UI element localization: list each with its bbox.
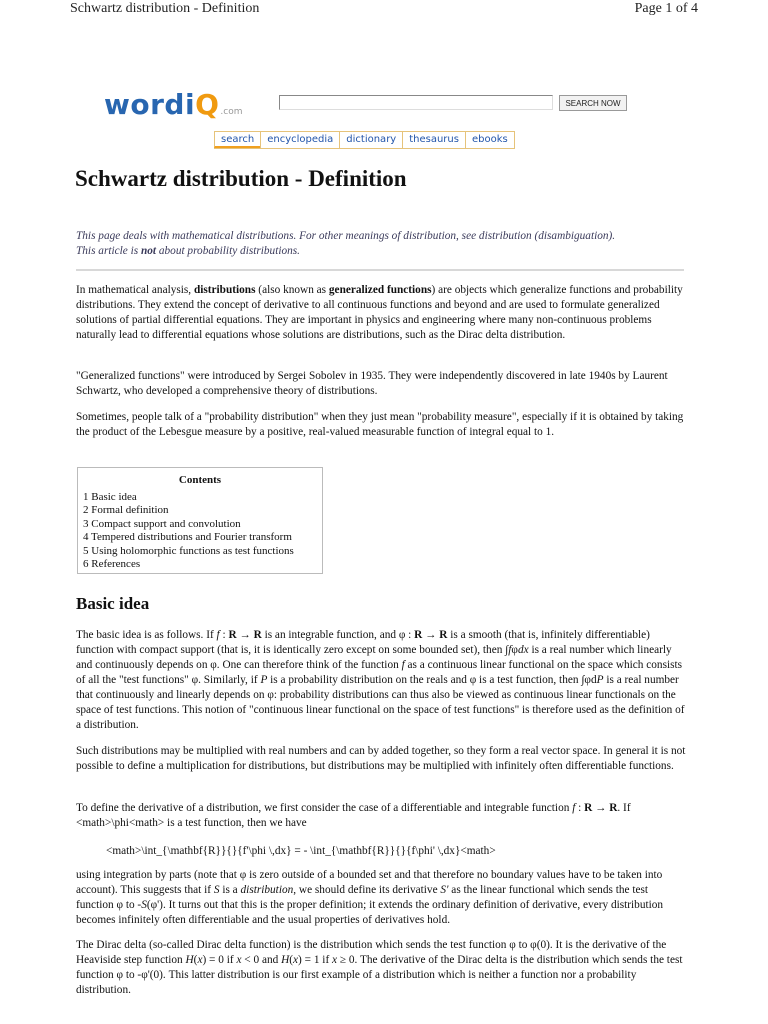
link-distribution: distribution [240,884,294,896]
tab-dictionary[interactable]: dictionary [339,131,402,148]
toc-item-basic-idea[interactable]: 1 Basic idea [83,490,137,503]
toc-item-holomorphic[interactable]: 5 Using holomorphic functions as test functions [83,544,294,557]
toc-title: Contents [178,474,222,486]
intro-paragraph-2: "Generalized functions" were introduced by Sergei Sobolev in 1935. They were independently discovered in late 1940s by Laurent Schwartz, who developed a comprehensive theory of distributions. [76,370,668,397]
section-heading-basic-idea: Basic idea [76,594,150,613]
term-distributions: distributions [193,284,256,296]
basic-idea-paragraph-5: The Dirac delta (so-called Dirac delta function) is the distribution which sends the test function φ to φ(0). It is the derivative of the Heaviside step function H(x) = 0 if x < 0 and H(x) = 1 if x ≥ 0. The derivative of the Dirac delta is the distribution which sends the test function φ to -φ'(0). This latter distribution is our first example of a distribution which is neither a function nor a probability distribution. [76,939,683,996]
divider [76,269,684,271]
note-emphasis: not [140,245,157,257]
logo-q: Q [195,88,220,121]
basic-idea-paragraph-4: using integration by parts (note that φ is zero outside of a bounded set and that therefore no boundary values have to be taken into account). This suggests that if S is a distribution, we should define its derivative S' as the linear functional which sends the test function φ to -S(φ'). It turns out that this is the proper definition; it extends the ordinary definition of derivative, every distribution becomes infinitely often differentiable and the usual properties of derivatives hold. [76,869,664,926]
basic-idea-paragraph-3: To define the derivative of a distribution, we first consider the case of a differentiable and integrable function f : R → R. If <math>\phi<math> is a test function, then we have [76,802,631,829]
toc-item-references[interactable]: 6 References [83,558,141,570]
disambiguation-note: This page deals with mathematical distributions. For other meanings of distribution, see distribution (disambiguation). This article is not about probability distributions. [76,230,616,257]
search-now-button[interactable]: SEARCH NOW [559,95,627,111]
logo-com: .com [220,107,243,117]
logo-word: word [104,88,185,121]
intro-paragraph-3: Sometimes, people talk of a "probability distribution" when they just mean "probability measure", especially if it is obtained by taking the product of the Lebesgue measure by a positive, real-valued measurable function of integral equal to 1. [76,411,684,438]
tab-encyclopedia[interactable]: encyclopedia [260,131,339,148]
page-title: Schwartz distribution - Definition [75,166,407,191]
basic-idea-paragraph-2: Such distributions may be multiplied with real numbers and can by added together, so they form a real vector space. In general it is not possible to define a multiplication for distributions, but distributions may be multiplied with infinitely often differentiable functions. [76,745,686,772]
page-number: Page 1 of 4 [634,1,698,16]
term-generalized-functions: generalized functions [328,284,432,296]
toc-item-compact-support[interactable]: 3 Compact support and convolution [83,517,241,530]
print-header-title: Schwartz distribution - Definition [70,1,260,16]
nav-tabs [214,131,515,149]
tab-ebooks[interactable]: ebooks [465,131,515,148]
tab-search[interactable]: search [214,131,260,148]
intro-paragraph-1: In mathematical analysis, distributions (also known as generalized functions) are objects which generalize functions and probability distributions. They extend the concept of derivative to all continuous functions and beyond and are used to formulate generalized solutions of partial differential equations. They are important in physics and engineering where many non-continuous problems naturally lead to differential equations whose solutions are distributions, such as the Dirac delta distribution. [76,284,683,341]
search-input[interactable] [279,95,553,110]
table-of-contents [77,467,323,574]
note-line-1: This page deals with mathematical distributions. For other meanings of distribution, see distribution (disambiguation). [76,230,616,242]
wordiq-logo[interactable] [104,88,242,121]
toc-item-formal-definition[interactable]: 2 Formal definition [83,504,169,516]
basic-idea-paragraph-1: The basic idea is as follows. If f : R → R is an integrable function, and φ : R → R is a smooth (that is, infinitely differentiable) function with compact support (that is, it is identically zero except on some bounded set), then ∫fφdx is a real number which linearly and continuously depends on φ. One can therefore think of the function f as a continuous linear functional on the space which consists of all the "test functions" φ. Similarly, if P is a probability distribution on the reals and φ is a test function, then ∫φdP is a real number that continuously and linearly depends on φ: probability distributions can thus also be viewed as continuous linear functionals on the space of test functions. This notion of "continuous linear functional on the space of test functions" is therefore used as the definition of a distribution. [76,629,685,731]
toc-item-tempered-distributions[interactable]: 4 Tempered distributions and Fourier transform [83,531,292,543]
logo-i: i [184,88,196,121]
math-formula: <math>\int_{\mathbf{R}}{}{f'\phi \,dx} = - \int_{\mathbf{R}}{}{f\phi' \,dx}<math> [106,845,496,857]
print-header [0,0,768,20]
tab-thesaurus[interactable]: thesaurus [402,131,465,148]
